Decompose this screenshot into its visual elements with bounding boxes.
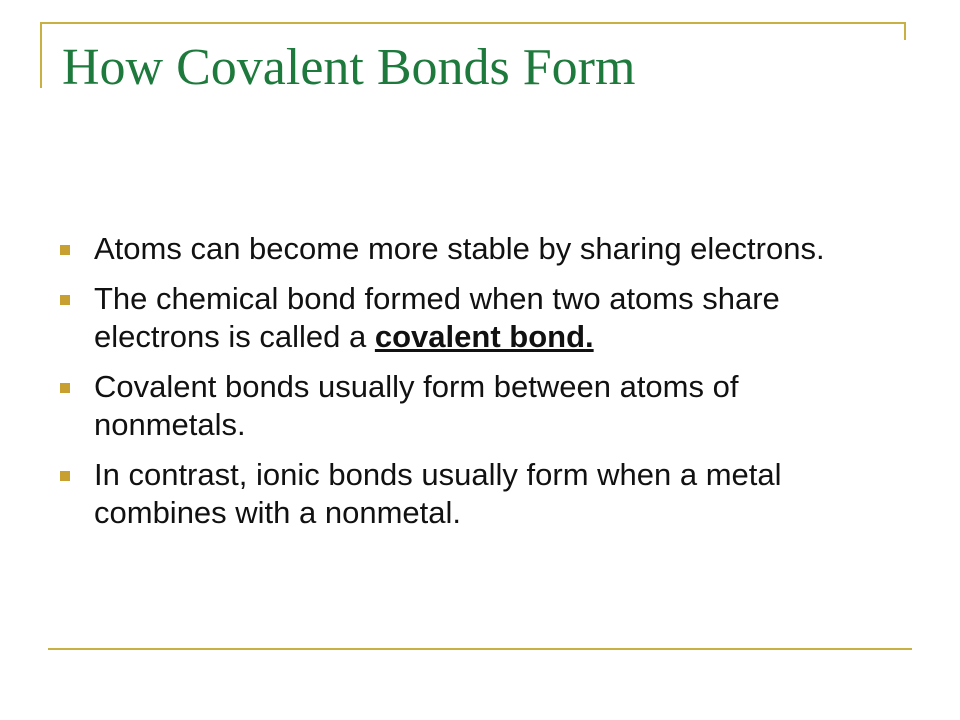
slide-title: How Covalent Bonds Form [62, 39, 636, 96]
bullet-item-nonmetals [60, 368, 880, 444]
title-frame-right-rule [904, 22, 906, 40]
square-bullet-icon [60, 471, 70, 481]
key-term-covalent-bond: covalent bond [374, 319, 586, 354]
square-bullet-icon [60, 295, 70, 305]
square-bullet-icon [60, 245, 70, 255]
footer-rule [48, 648, 912, 650]
bullet-text: In contrast, ionic bonds usually form when a metal combines with a nonmetal. [94, 457, 782, 530]
bullet-item-stability [60, 230, 880, 268]
bullet-text: Covalent bonds usually form between atoms of nonmetals. [94, 369, 739, 442]
bullet-text: Atoms can become more stable by sharing electrons. [94, 231, 825, 266]
title-frame-left-rule [40, 22, 42, 88]
square-bullet-icon [60, 383, 70, 393]
title-frame-top-rule [40, 22, 906, 24]
bullet-text: The chemical bond formed when two atoms share electrons is called a [94, 281, 780, 354]
bullet-text-end: . [585, 319, 594, 354]
bullet-list [60, 230, 880, 544]
bullet-item-ionic-contrast [60, 456, 880, 532]
bullet-item-definition [60, 280, 880, 356]
